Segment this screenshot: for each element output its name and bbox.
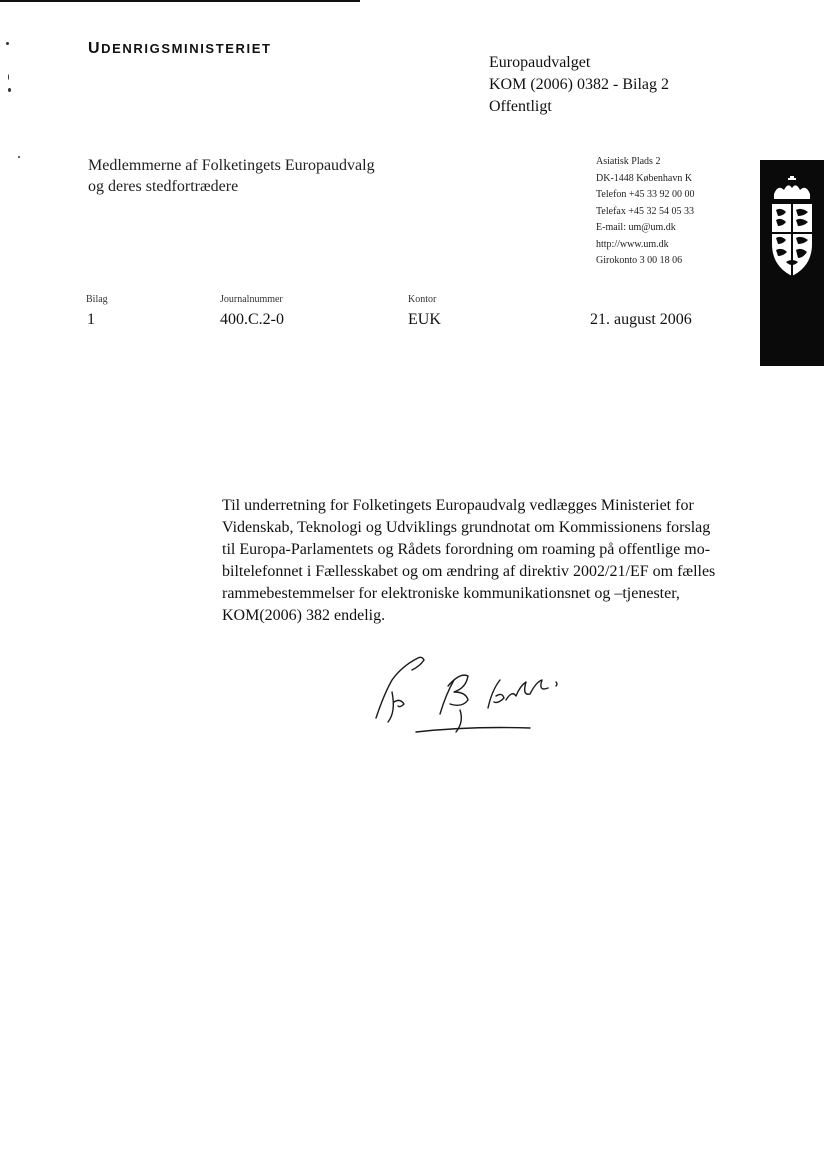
letter-date: 21. august 2006: [590, 311, 692, 328]
address-giro: Girokonto 3 00 18 06: [596, 255, 683, 266]
letter-body: [222, 495, 767, 627]
address-website: http://www.um.dk: [596, 238, 669, 250]
office-value: EUK: [408, 311, 441, 328]
committee-name: Europaudvalget: [489, 54, 591, 71]
address-fax: Telefax +45 32 54 05 33: [596, 205, 694, 217]
top-rule: [0, 0, 360, 2]
office-label: Kontor: [408, 294, 437, 305]
ministry-initial: U: [88, 40, 102, 57]
recipient-block: [88, 155, 375, 197]
body-line: Videnskab, Teknologi og Udviklings grundnotat om Kommissionens forslag: [222, 519, 711, 536]
scan-speck: [6, 42, 9, 45]
body-line: til Europa-Parlamentets og Rådets forordning om roaming på offentlige mo-: [222, 541, 711, 558]
address-email: E-mail: um@um.dk: [596, 222, 676, 233]
royal-crest-icon: [766, 174, 818, 284]
body-line: KOM(2006) 382 endelig.: [222, 607, 386, 624]
public-status: Offentligt: [489, 98, 552, 115]
scan-speck: [18, 156, 20, 158]
scan-speck: [8, 74, 9, 80]
journal-number-value: 400.C.2-0: [220, 311, 284, 328]
ministry-name: [88, 40, 272, 58]
recipient-line: og deres stedfortrædere: [88, 178, 239, 195]
scan-speck: [8, 88, 11, 92]
address-postal: DK-1448 København K: [596, 172, 693, 184]
body-line: Til underretning for Folketingets Europaudvalg vedlægges Ministeriet for: [222, 497, 694, 514]
ministry-name-rest: DENRIGSMINISTERIET: [101, 41, 272, 56]
recipient-line: Medlemmerne af Folketingets Europaudvalg: [88, 157, 375, 174]
document-reference: KOM (2006) 0382 - Bilag 2: [489, 76, 669, 93]
body-line: biltelefonnet i Fællesskabet og om ændring af direktiv 2002/21/EF om fælles: [222, 563, 716, 580]
body-line: rammebestemmelser for elektroniske kommunikationsnet og –tjenester,: [222, 585, 680, 602]
handwritten-signature: [370, 652, 570, 742]
bilag-label: Bilag: [86, 294, 108, 305]
crest-bar: [760, 160, 824, 366]
bilag-value: 1: [87, 311, 95, 328]
sender-address: [596, 154, 695, 270]
address-phone: Telefon +45 33 92 00 00: [596, 189, 695, 200]
journal-number-label: Journalnummer: [220, 294, 283, 305]
committee-reference: [489, 52, 669, 118]
address-street: Asiatisk Plads 2: [596, 156, 661, 167]
